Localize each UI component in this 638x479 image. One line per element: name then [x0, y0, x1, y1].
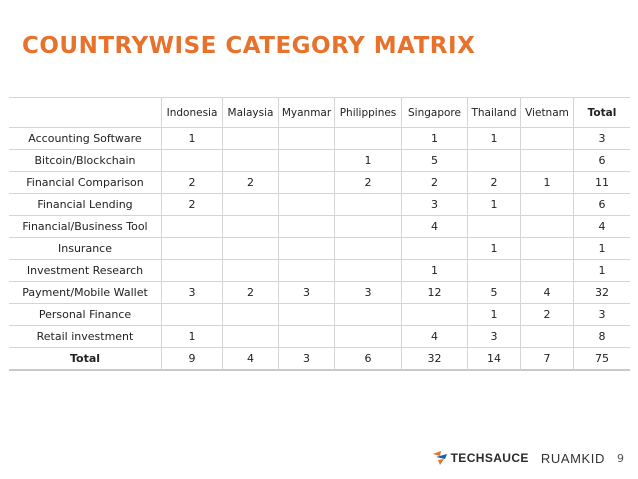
table-row [9, 304, 630, 326]
table-cell: 4 [521, 282, 574, 304]
table-cell: 6 [574, 194, 630, 216]
category-label: Investment Research [9, 260, 162, 282]
table-cell: 1 [335, 150, 402, 172]
category-label: Bitcoin/Blockchain [9, 150, 162, 172]
footer [432, 448, 624, 468]
header-cell: Indonesia [162, 97, 223, 128]
table-cell: 5 [402, 150, 468, 172]
table-cell: 3 [279, 348, 335, 371]
table-cell [521, 194, 574, 216]
table-cell [335, 194, 402, 216]
table-cell [402, 238, 468, 260]
table-cell: 1 [468, 304, 521, 326]
table-cell: 3 [279, 282, 335, 304]
table-cell [335, 326, 402, 348]
table-cell: 6 [574, 150, 630, 172]
table-cell: 2 [521, 304, 574, 326]
table-row [9, 150, 630, 172]
page-number: 9 [617, 451, 624, 465]
table-cell [223, 128, 279, 150]
header-cell-total: Total [574, 97, 630, 128]
table-cell [279, 172, 335, 194]
category-label: Financial/Business Tool [9, 216, 162, 238]
table-cell: 1 [402, 260, 468, 282]
header-cell: Vietnam [521, 97, 574, 128]
table-cell [468, 260, 521, 282]
total-row [9, 348, 630, 371]
category-label: Financial Lending [9, 194, 162, 216]
table-cell: 75 [574, 348, 630, 371]
table-cell: 5 [468, 282, 521, 304]
table-cell [279, 326, 335, 348]
table-cell [223, 326, 279, 348]
table-cell: 4 [402, 326, 468, 348]
table-cell [162, 150, 223, 172]
table-cell: 8 [574, 326, 630, 348]
table-cell: 7 [521, 348, 574, 371]
table-cell [521, 260, 574, 282]
table-cell [162, 216, 223, 238]
table-cell: 9 [162, 348, 223, 371]
table-cell [223, 150, 279, 172]
table-cell [223, 194, 279, 216]
table-row [9, 238, 630, 260]
table-cell: 4 [223, 348, 279, 371]
category-label: Insurance [9, 238, 162, 260]
header-cell: Myanmar [279, 97, 335, 128]
table-cell [279, 216, 335, 238]
table-cell: 1 [468, 194, 521, 216]
table-cell [279, 128, 335, 150]
table-cell: 2 [223, 282, 279, 304]
techsauce-logo-icon [432, 450, 448, 466]
table-cell: 2 [223, 172, 279, 194]
table-cell: 3 [574, 304, 630, 326]
table-cell: 11 [574, 172, 630, 194]
table-cell: 4 [402, 216, 468, 238]
techsauce-logo-text: TECHSAUCE [450, 451, 529, 465]
table-cell: 3 [335, 282, 402, 304]
table-cell [521, 238, 574, 260]
table-cell: 1 [574, 260, 630, 282]
table-cell [223, 304, 279, 326]
table-cell: 3 [162, 282, 223, 304]
table-cell: 3 [574, 128, 630, 150]
table-cell: 1 [402, 128, 468, 150]
header-cell: Malaysia [223, 97, 279, 128]
table-row [9, 194, 630, 216]
table-cell: 3 [468, 326, 521, 348]
table-row [9, 216, 630, 238]
table-cell: 1 [468, 128, 521, 150]
table-cell [279, 304, 335, 326]
table-cell: 1 [574, 238, 630, 260]
table-cell [279, 260, 335, 282]
table-cell [223, 260, 279, 282]
table-cell [335, 238, 402, 260]
table-cell [335, 260, 402, 282]
table-cell: 4 [574, 216, 630, 238]
table-cell [162, 238, 223, 260]
table-cell: 2 [162, 172, 223, 194]
table-row [9, 128, 630, 150]
table-cell [279, 194, 335, 216]
page-title: COUNTRYWISE CATEGORY MATRIX [22, 33, 476, 59]
table-cell [279, 150, 335, 172]
table-cell [402, 304, 468, 326]
category-label: Retail investment [9, 326, 162, 348]
table-row [9, 326, 630, 348]
table-cell: 12 [402, 282, 468, 304]
category-label: Payment/Mobile Wallet [9, 282, 162, 304]
table-cell: 2 [402, 172, 468, 194]
table-header-row [9, 97, 630, 128]
table-cell: 2 [468, 172, 521, 194]
category-label: Financial Comparison [9, 172, 162, 194]
table-cell [162, 304, 223, 326]
header-cell [9, 97, 162, 128]
table-cell: 3 [402, 194, 468, 216]
table-cell [162, 260, 223, 282]
table-cell [521, 150, 574, 172]
table-cell [468, 150, 521, 172]
table-cell [223, 216, 279, 238]
table-cell [223, 238, 279, 260]
techsauce-logo [432, 450, 529, 466]
table-cell: 1 [162, 128, 223, 150]
table-cell: 1 [468, 238, 521, 260]
table-cell [468, 216, 521, 238]
table-cell: 1 [162, 326, 223, 348]
category-label: Personal Finance [9, 304, 162, 326]
table-cell [521, 326, 574, 348]
table-cell: 6 [335, 348, 402, 371]
category-label: Accounting Software [9, 128, 162, 150]
table-row [9, 172, 630, 194]
table-cell: 2 [335, 172, 402, 194]
category-label: Total [9, 348, 162, 371]
header-cell: Singapore [402, 97, 468, 128]
table-cell: 14 [468, 348, 521, 371]
header-cell: Thailand [468, 97, 521, 128]
table-cell [521, 216, 574, 238]
table-cell: 32 [402, 348, 468, 371]
ruamkid-logo: RUAMKID [540, 450, 605, 466]
table-row [9, 260, 630, 282]
table-cell [335, 216, 402, 238]
table-row [9, 282, 630, 304]
table-cell [279, 238, 335, 260]
table-cell: 1 [521, 172, 574, 194]
table-cell [335, 304, 402, 326]
header-cell: Philippines [335, 97, 402, 128]
table-body [9, 128, 630, 371]
category-matrix-table [9, 97, 630, 371]
table-cell [521, 128, 574, 150]
table-cell: 32 [574, 282, 630, 304]
table-cell [335, 128, 402, 150]
table-cell: 2 [162, 194, 223, 216]
